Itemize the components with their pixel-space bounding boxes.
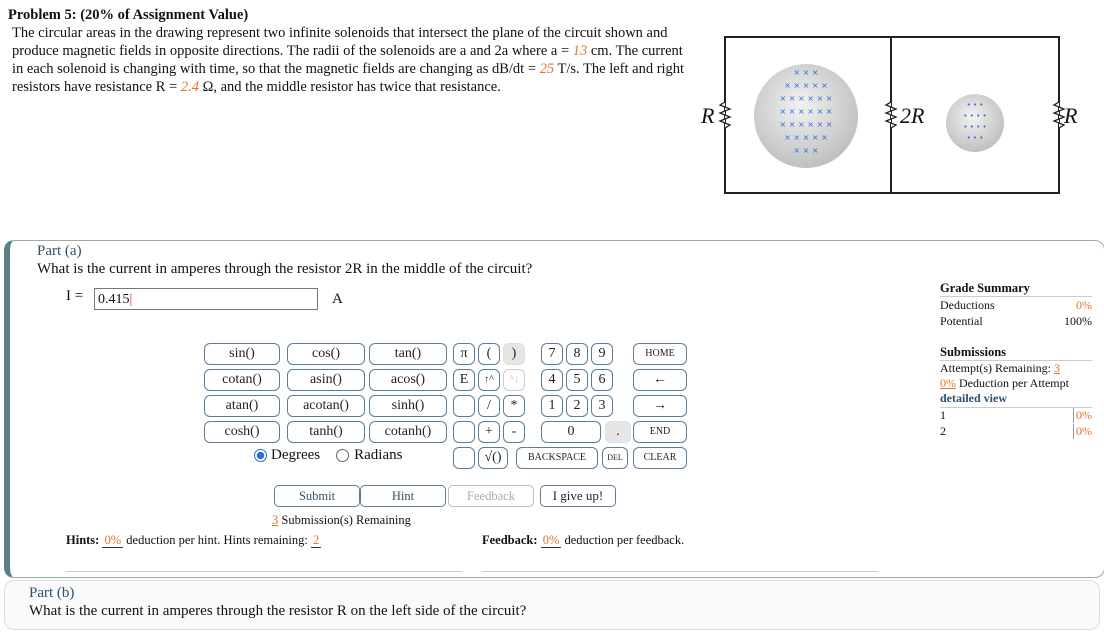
problem-text-1: The circular areas in the drawing represent two infinite solenoids that intersect the plane of the circuit shown and produce magnetic fields in opposite directions. The radii of the solenoids are a and 2a where a = (12, 25, 668, 59)
degrees-label: Degrees (271, 447, 321, 463)
key-tanh[interactable]: tanh() (287, 421, 365, 443)
key-plus[interactable]: + (478, 421, 500, 443)
hints-label: Hints: (66, 533, 100, 547)
key-cosh[interactable]: cosh() (204, 421, 280, 443)
hints-info (66, 533, 321, 548)
feedback-label: Feedback: (482, 533, 538, 547)
part-a-panel (4, 240, 1104, 578)
potential-label: Potential (940, 314, 983, 328)
submissions-title: Submissions (940, 345, 1092, 361)
key-decimal[interactable]: . (605, 421, 631, 443)
deduction-text: Deduction per Attempt (956, 376, 1069, 390)
part-b-label: Part (b) (29, 585, 75, 601)
submit-button[interactable]: Submit (274, 485, 360, 507)
resistor-middle-zigzag (884, 102, 898, 128)
key-9[interactable]: 9 (591, 343, 613, 365)
submissions-remaining (272, 513, 411, 528)
submission-row-number: 2 (940, 424, 946, 438)
r-value: 2.4 (180, 79, 199, 95)
key-6[interactable]: 6 (591, 369, 613, 391)
answer-label: I = (66, 288, 84, 304)
key-blank-3[interactable] (453, 447, 475, 469)
key-blank-1[interactable] (453, 395, 475, 417)
potential-row (940, 314, 1092, 329)
submission-row-value: 0% (1073, 408, 1092, 423)
attempts-remaining (940, 361, 1092, 376)
key-left-arrow[interactable]: ← (633, 369, 687, 391)
answer-input[interactable] (94, 288, 318, 310)
key-right-arrow[interactable]: → (633, 395, 687, 417)
submission-row-2 (940, 424, 1092, 439)
key-8[interactable]: 8 (566, 343, 588, 365)
degrees-radio[interactable] (254, 449, 267, 462)
key-acos[interactable]: acos() (369, 369, 447, 391)
key-cos[interactable]: cos() (287, 343, 365, 365)
circuit-bottom-wire (724, 192, 1060, 194)
hints-divider (66, 571, 462, 572)
resistor-left-zigzag (718, 102, 732, 128)
part-a-label: Part (a) (37, 243, 82, 259)
key-close-paren[interactable]: ) (503, 343, 525, 365)
key-4[interactable]: 4 (541, 369, 563, 391)
grade-summary-title: Grade Summary (940, 281, 1092, 297)
submissions-count: 3 (272, 513, 279, 527)
feedback-info (482, 533, 684, 548)
attempts-value: 3 (1053, 361, 1060, 375)
key-acotan[interactable]: acotan() (287, 395, 365, 417)
submissions-text: Submission(s) Remaining (278, 513, 411, 527)
radians-label: Radians (354, 447, 403, 463)
text-cursor: | (129, 292, 133, 307)
key-1[interactable]: 1 (541, 395, 563, 417)
key-home[interactable]: HOME (633, 343, 687, 365)
feedback-button[interactable]: Feedback (448, 485, 534, 507)
key-atan[interactable]: atan() (204, 395, 280, 417)
circuit-figure (696, 30, 1076, 200)
grade-summary (940, 281, 1092, 439)
resistor-middle-label: 2R (900, 103, 925, 128)
key-clear[interactable]: CLEAR (633, 447, 687, 469)
deduction-per-attempt (940, 376, 1092, 391)
a-value: 13 (572, 43, 588, 59)
hint-button[interactable]: Hint (360, 485, 446, 507)
key-divide[interactable]: / (478, 395, 500, 417)
feedback-text: deduction per feedback. (561, 533, 685, 547)
radians-radio[interactable] (336, 449, 349, 462)
submission-row-1 (940, 407, 1092, 423)
key-backspace[interactable]: BACKSPACE (516, 447, 598, 469)
circuit-top-wire (724, 36, 1060, 38)
submission-row-value: 0% (1073, 424, 1092, 439)
key-blank-2[interactable] (453, 421, 475, 443)
problem-title: Problem 5: (20% of Assignment Value) (8, 7, 249, 23)
dbdt-value: 25 (539, 61, 555, 77)
hints-remaining: 2 (312, 533, 320, 547)
part-b-panel[interactable] (4, 580, 1100, 630)
deductions-row (940, 298, 1092, 313)
detailed-view-link[interactable]: detailed view (940, 391, 1007, 405)
key-sinh[interactable]: sinh() (369, 395, 447, 417)
submission-row-number: 1 (940, 408, 946, 422)
key-sqrt[interactable]: √() (478, 447, 508, 469)
deductions-value: 0% (1076, 298, 1092, 312)
key-open-paren[interactable]: ( (478, 343, 500, 365)
key-3[interactable]: 3 (591, 395, 613, 417)
answer-unit: A (332, 291, 343, 307)
answer-value: 0.415 (98, 292, 130, 307)
feedback-divider (482, 571, 878, 572)
problem-text (8, 24, 688, 96)
deductions-label: Deductions (940, 298, 995, 312)
field-into-page-marks: × × × × × × × × × × × × × × × × × × × × × × × × × × × × × × × × × × (779, 68, 833, 155)
key-cotan[interactable]: cotan() (204, 369, 280, 391)
hints-percent: 0% (104, 533, 122, 547)
problem-text-4: Ω, and the middle resistor has twice that resistance. (198, 79, 501, 95)
hints-text: deduction per hint. Hints remaining: (123, 533, 311, 547)
problem-text-3: T/s. The left and right resistors have resistance R = (12, 61, 685, 95)
key-end[interactable]: END (633, 421, 687, 443)
part-b-question: What is the current in amperes through the resistor R on the left side of the circuit? (29, 603, 527, 619)
give-up-button[interactable]: I give up! (540, 485, 616, 507)
potential-value: 100% (1064, 314, 1092, 328)
key-tan[interactable]: tan() (369, 343, 447, 365)
field-out-of-page-marks: • • • • • • • • • • • • • • (963, 101, 987, 142)
feedback-percent: 0% (542, 533, 560, 547)
key-del[interactable]: DEL (602, 447, 628, 469)
key-power-up[interactable]: ↑^ (478, 369, 500, 391)
key-e[interactable]: E (453, 369, 475, 391)
resistor-right-label: R (1064, 103, 1078, 128)
resistor-left-label: R (701, 103, 715, 128)
key-5[interactable]: 5 (566, 369, 588, 391)
problem-statement (8, 6, 688, 96)
key-2[interactable]: 2 (566, 395, 588, 417)
attempts-text: Attempt(s) Remaining: (940, 361, 1054, 375)
key-0[interactable]: 0 (541, 421, 601, 443)
angle-mode (254, 447, 402, 464)
part-a-question: What is the current in amperes through the resistor 2R in the middle of the circuit? (37, 261, 533, 277)
key-power-down[interactable]: ^↓ (503, 369, 525, 391)
key-minus[interactable]: - (503, 421, 525, 443)
key-cotanh[interactable]: cotanh() (369, 421, 447, 443)
key-multiply[interactable]: * (503, 395, 525, 417)
key-sin[interactable]: sin() (204, 343, 280, 365)
problem-text-2: cm. The current in each solenoid is changing with time, so that the magnetic fields are changing as dB/dt = (12, 43, 683, 77)
deduction-percent: 0% (940, 376, 956, 390)
key-7[interactable]: 7 (541, 343, 563, 365)
key-asin[interactable]: asin() (287, 369, 365, 391)
key-pi[interactable]: π (453, 343, 475, 365)
